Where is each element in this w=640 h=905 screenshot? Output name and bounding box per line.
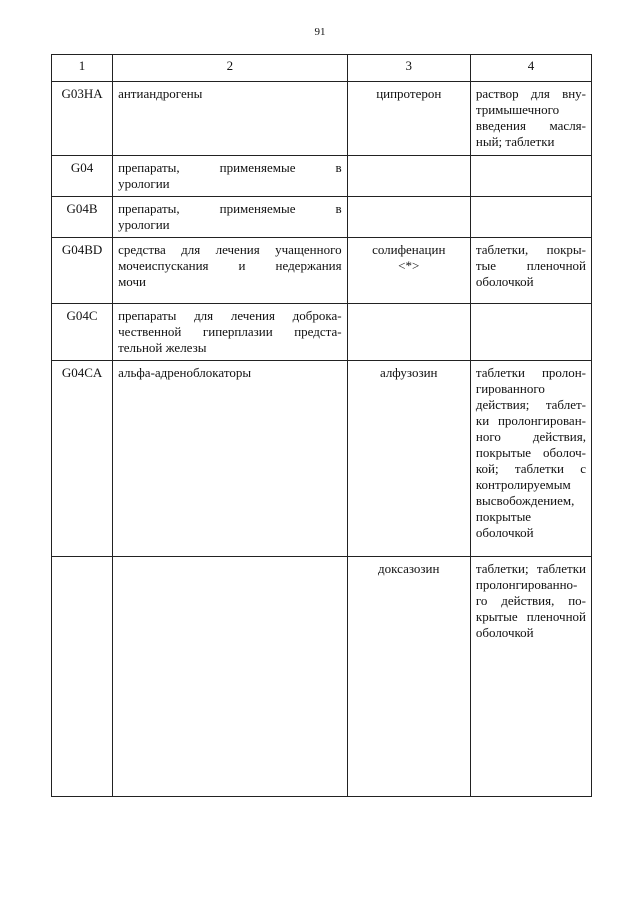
group-name-cell (113, 238, 348, 304)
table-row (52, 361, 592, 557)
group-name-cell (113, 557, 348, 797)
table-body (52, 82, 592, 797)
group-line: средства для лечения учащенного (118, 242, 342, 257)
form-line: крытые пленочной (475, 609, 586, 624)
drug-line: доксазозин (378, 561, 440, 576)
form-line: оболочкой (475, 274, 534, 289)
drug-name-cell (347, 557, 470, 797)
drug-line: ципротерон (376, 86, 442, 101)
atc-code: G04BD (61, 242, 103, 257)
atc-code: G04CA (61, 365, 103, 380)
group-line: тельной железы (118, 340, 207, 355)
dosage-form-cell (470, 238, 591, 304)
form-line: действия; таблет- (475, 397, 586, 412)
header-col-4: 4 (470, 55, 591, 82)
table-row (52, 304, 592, 361)
drug-line: солифенацин (372, 242, 446, 257)
atc-code: G04 (70, 160, 94, 175)
table-row (52, 238, 592, 304)
dosage-form-cell (470, 557, 591, 797)
dosage-form-cell (470, 197, 591, 238)
atc-code: G04B (66, 201, 98, 216)
form-line: ный; таблетки (475, 134, 555, 149)
page-number: 91 (314, 26, 326, 38)
form-line: раствор для вну- (475, 86, 586, 101)
atc-code-cell (52, 82, 113, 156)
group-line: мочеиспускания и недержания (118, 258, 342, 273)
form-line: контролируемым (475, 477, 571, 492)
group-line: препараты, применяемые в (118, 160, 342, 175)
group-line: урологии (118, 176, 170, 191)
table-row (52, 557, 592, 797)
header-col-3: 3 (347, 55, 470, 82)
drug-line: алфузозин (379, 365, 438, 380)
drug-name-cell (347, 361, 470, 557)
group-line: антиандрогены (118, 86, 203, 101)
group-line: мочи (118, 274, 146, 289)
atc-code-cell (52, 197, 113, 238)
table-row (52, 156, 592, 197)
drug-table (51, 54, 592, 797)
group-name-cell (113, 304, 348, 361)
atc-code-cell (52, 361, 113, 557)
form-line: кой; таблетки с (475, 461, 586, 476)
dosage-form-cell (470, 304, 591, 361)
group-line: урологии (118, 217, 170, 232)
group-line: препараты, применяемые в (118, 201, 342, 216)
drug-name-cell (347, 238, 470, 304)
dosage-form-cell (470, 82, 591, 156)
atc-code: G03HA (61, 86, 103, 101)
form-line: тые пленочной (475, 258, 586, 273)
group-name-cell (113, 82, 348, 156)
header-col-1: 1 (52, 55, 113, 82)
header-col-2: 2 (113, 55, 348, 82)
drug-name-cell (347, 82, 470, 156)
form-line: покрытые (475, 509, 532, 524)
atc-code-cell (52, 238, 113, 304)
atc-code-cell (52, 156, 113, 197)
atc-code-cell (52, 557, 113, 797)
form-line: го действия, по- (475, 593, 586, 608)
table-header-row (52, 55, 592, 82)
group-name-cell (113, 361, 348, 557)
atc-code: G04C (66, 308, 98, 323)
group-name-cell (113, 197, 348, 238)
drug-name-cell (347, 197, 470, 238)
table-row (52, 82, 592, 156)
dosage-form-cell (470, 156, 591, 197)
group-line: препараты для лечения доброка- (118, 308, 342, 323)
atc-code-cell (52, 304, 113, 361)
form-line: высвобождением, (475, 493, 575, 508)
table-row (52, 197, 592, 238)
group-name-cell (113, 156, 348, 197)
form-line: введения масля- (475, 118, 586, 133)
form-line: оболочкой (475, 625, 534, 640)
form-line: тримышечного (475, 102, 560, 117)
form-line: ного действия, (475, 429, 586, 444)
group-line: альфа-адреноблокаторы (118, 365, 252, 380)
form-line: ки пролонгирован- (475, 413, 586, 428)
form-line: таблетки, покры- (475, 242, 586, 257)
drug-name-cell (347, 156, 470, 197)
form-line: пролонгированно- (475, 577, 578, 592)
drug-name-cell (347, 304, 470, 361)
form-line: гированного (475, 381, 545, 396)
form-line: покрытые оболоч- (475, 445, 586, 460)
form-line: оболочкой (475, 525, 534, 540)
group-line: чественной гиперплазии предста- (118, 324, 342, 339)
form-line: таблетки пролон- (475, 365, 586, 380)
form-line: таблетки; таблетки (475, 561, 586, 576)
dosage-form-cell (470, 361, 591, 557)
drug-line: <*> (398, 258, 420, 273)
